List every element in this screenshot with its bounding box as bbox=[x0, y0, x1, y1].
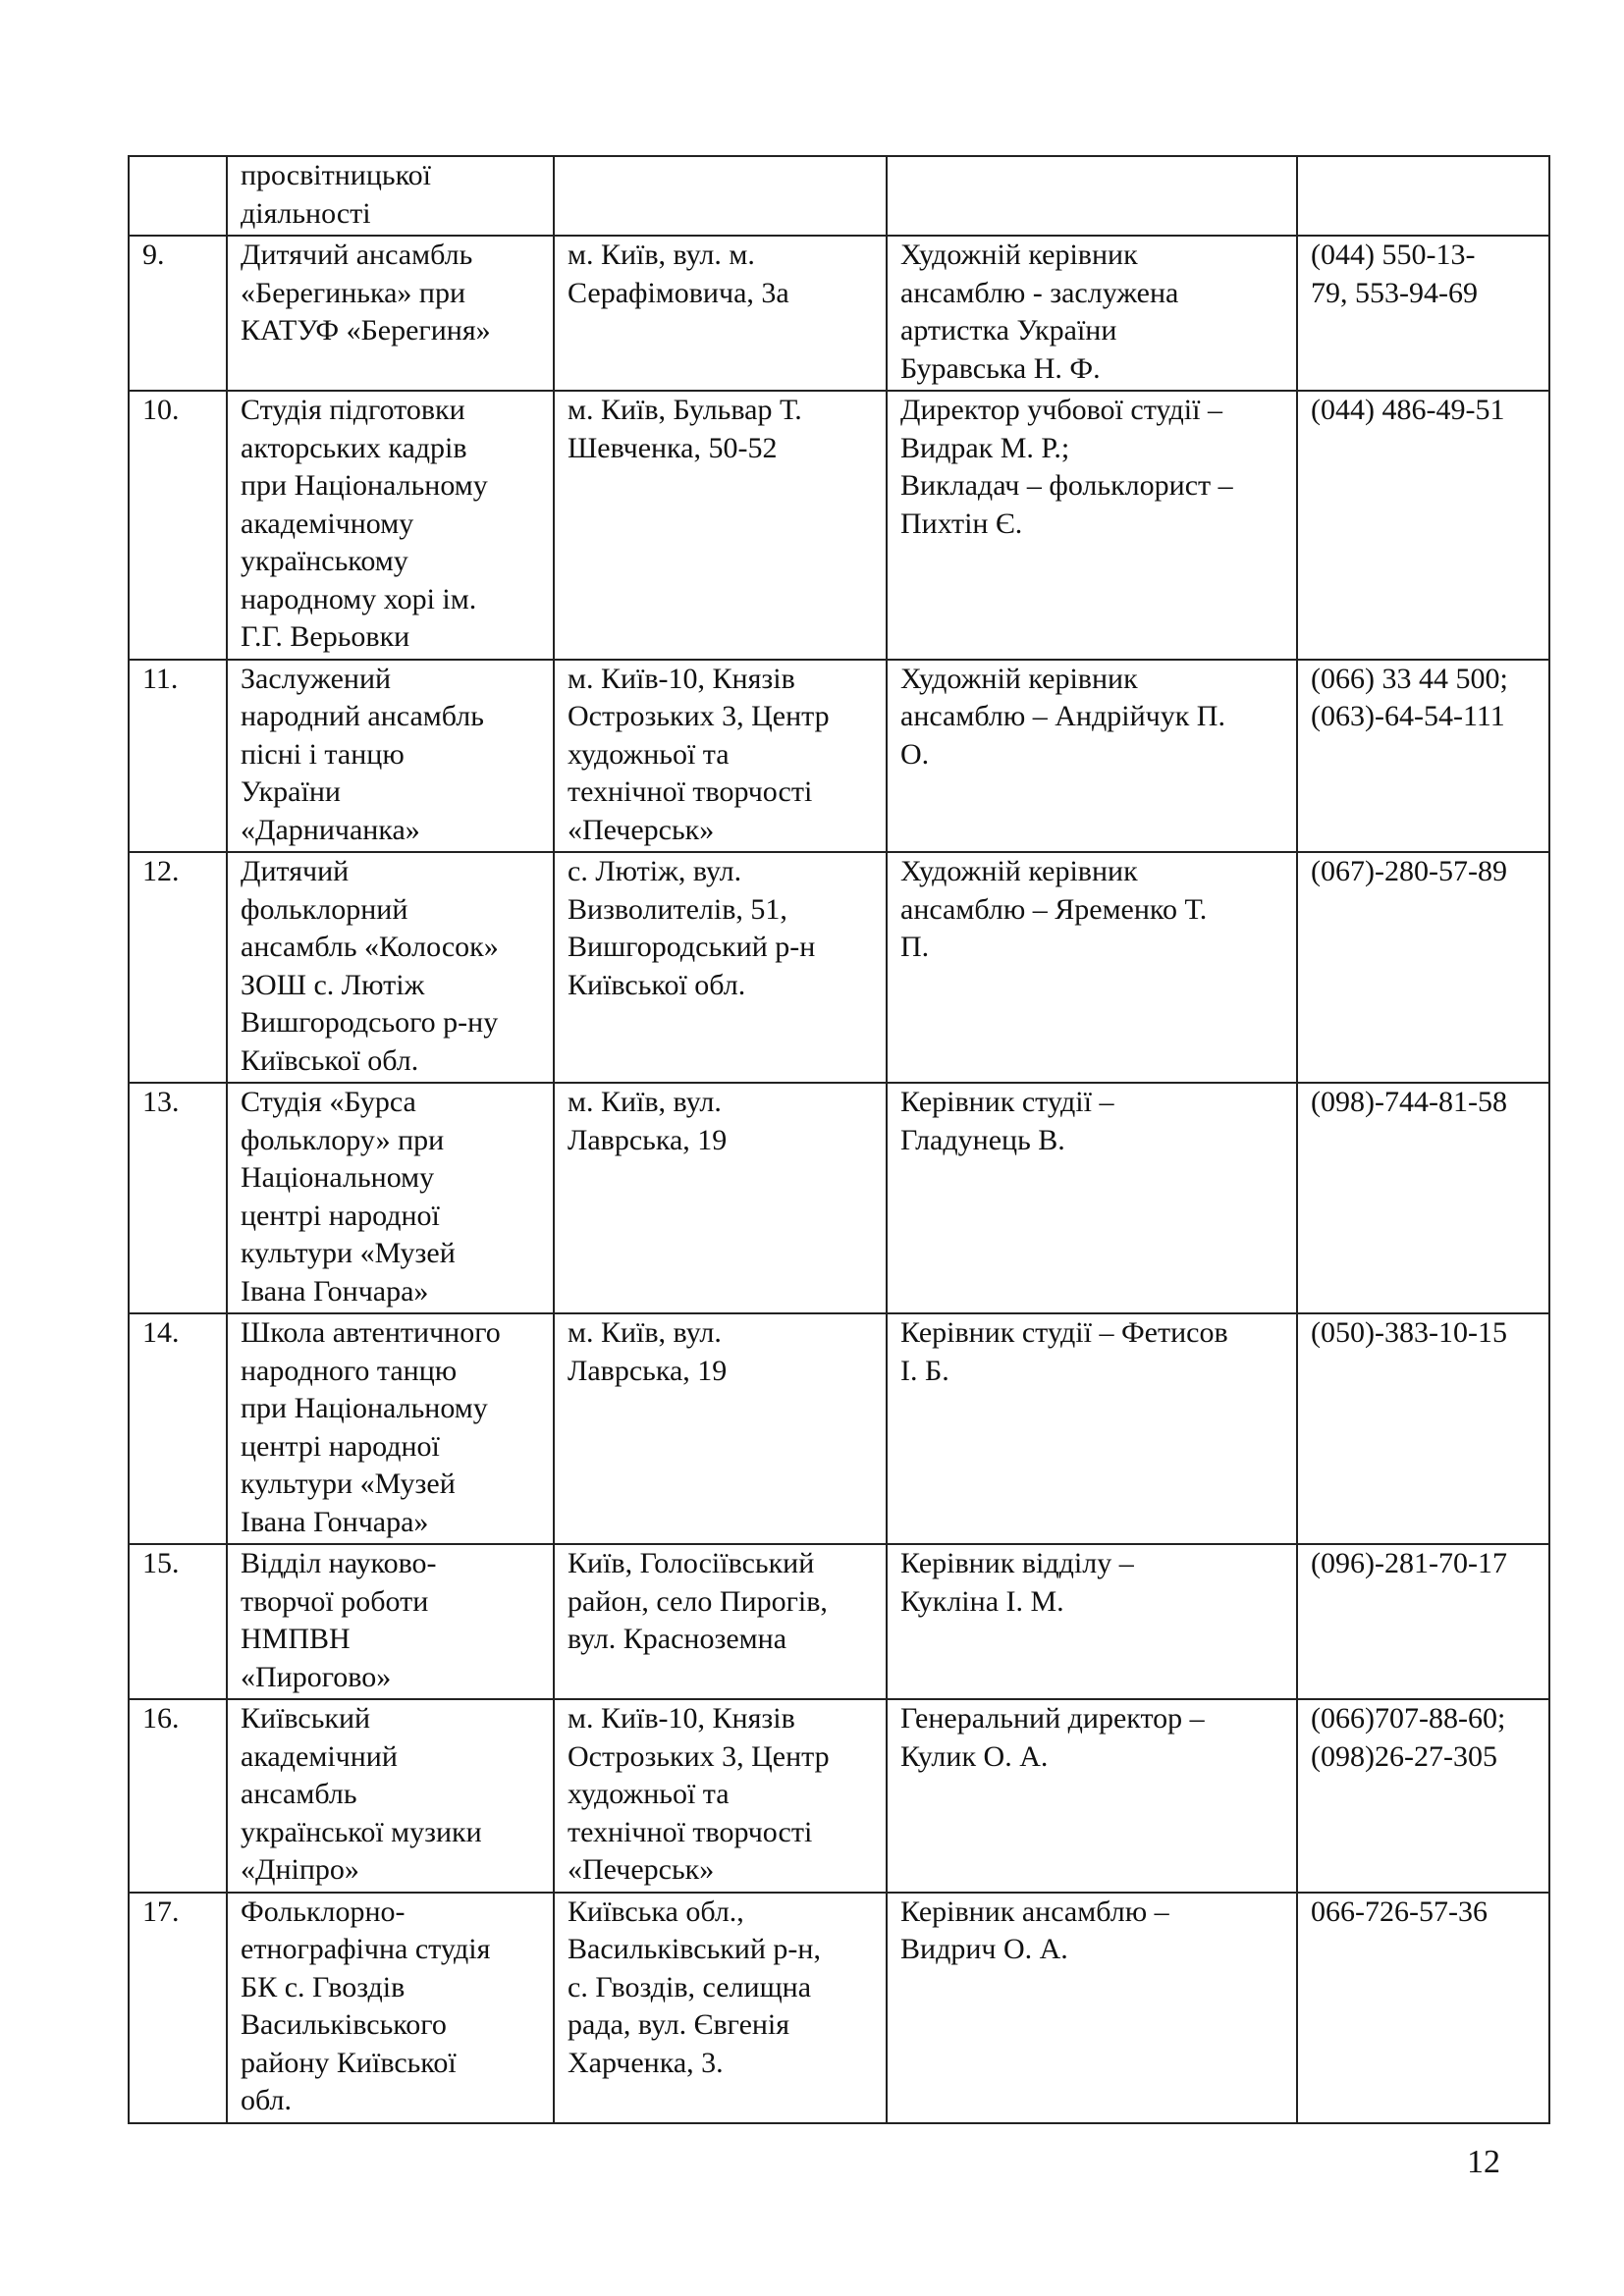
organizations-table bbox=[128, 155, 1550, 2124]
cell-contact: Художній керівник ансамблю - заслужена артистка України Буравська Н. Ф. bbox=[887, 236, 1297, 391]
cell-number bbox=[129, 156, 227, 236]
cell-name: Школа автентичного народного танцю при Національному центрі народної культури «Музей Івана Гончара» bbox=[227, 1313, 554, 1544]
cell-contact: Керівник ансамблю – Видрич О. А. bbox=[887, 1893, 1297, 2123]
cell-name: просвітницької діяльності bbox=[227, 156, 554, 236]
cell-number: 10. bbox=[129, 391, 227, 660]
cell-contact: Генеральний директор – Кулик О. А. bbox=[887, 1699, 1297, 1893]
cell-address: м. Київ, вул. Лаврська, 19 bbox=[554, 1313, 887, 1544]
table-row bbox=[129, 236, 1549, 391]
cell-name: Відділ науково- творчої роботи НМПВН «Пирогово» bbox=[227, 1544, 554, 1699]
cell-phone: (050)-383-10-15 bbox=[1297, 1313, 1549, 1544]
cell-address: м. Київ-10, Князів Острозьких 3, Центр художньої та технічної творчості «Печерськ» bbox=[554, 660, 887, 853]
cell-phone: (066) 33 44 500; (063)-64-54-111 bbox=[1297, 660, 1549, 853]
table-row bbox=[129, 1083, 1549, 1313]
table-row bbox=[129, 660, 1549, 853]
cell-phone: (044) 486-49-51 bbox=[1297, 391, 1549, 660]
cell-address: м. Київ-10, Князів Острозьких 3, Центр художньої та технічної творчості «Печерськ» bbox=[554, 1699, 887, 1893]
cell-name: Студія підготовки акторських кадрів при Національному академічному українському народному хорі ім. Г.Г. Верьовки bbox=[227, 391, 554, 660]
cell-name: Студія «Бурса фольклору» при Національному центрі народної культури «Музей Івана Гончара» bbox=[227, 1083, 554, 1313]
cell-address bbox=[554, 156, 887, 236]
cell-number: 16. bbox=[129, 1699, 227, 1893]
cell-number: 11. bbox=[129, 660, 227, 853]
cell-phone: (044) 550-13- 79, 553-94-69 bbox=[1297, 236, 1549, 391]
table-row bbox=[129, 1313, 1549, 1544]
table-row bbox=[129, 1544, 1549, 1699]
cell-name: Дитячий ансамбль «Берегинька» при КАТУФ «Берегиня» bbox=[227, 236, 554, 391]
cell-name: Фольклорно- етнографічна студія БК с. Гвоздів Васильківського району Київської обл. bbox=[227, 1893, 554, 2123]
cell-contact: Керівник студії – Гладунець В. bbox=[887, 1083, 1297, 1313]
cell-address: м. Київ, вул. м. Серафімовича, 3а bbox=[554, 236, 887, 391]
table-row bbox=[129, 1699, 1549, 1893]
cell-number: 13. bbox=[129, 1083, 227, 1313]
table-row bbox=[129, 1893, 1549, 2123]
cell-contact: Директор учбової студії – Видрак М. Р.; Викладач – фольклорист – Пихтін Є. bbox=[887, 391, 1297, 660]
cell-phone: (096)-281-70-17 bbox=[1297, 1544, 1549, 1699]
table-row bbox=[129, 852, 1549, 1083]
cell-address: Київська обл., Васильківський р-н, с. Гвоздів, селищна рада, вул. Євгенія Харченка, 3. bbox=[554, 1893, 887, 2123]
cell-contact bbox=[887, 156, 1297, 236]
cell-number: 15. bbox=[129, 1544, 227, 1699]
cell-address: м. Київ, Бульвар Т. Шевченка, 50-52 bbox=[554, 391, 887, 660]
cell-phone: (098)-744-81-58 bbox=[1297, 1083, 1549, 1313]
cell-address: с. Лютіж, вул. Визволителів, 51, Вишгородський р-н Київської обл. bbox=[554, 852, 887, 1083]
cell-name: Дитячий фольклорний ансамбль «Колосок» ЗОШ с. Лютіж Вишгородсього р-ну Київської обл. bbox=[227, 852, 554, 1083]
cell-contact: Керівник студії – Фетисов І. Б. bbox=[887, 1313, 1297, 1544]
cell-phone: 066-726-57-36 bbox=[1297, 1893, 1549, 2123]
cell-contact: Художній керівник ансамблю – Андрійчук П. О. bbox=[887, 660, 1297, 853]
page-number: 12 bbox=[1467, 2144, 1500, 2180]
cell-address: Київ, Голосіївський район, село Пирогів, вул. Красноземна bbox=[554, 1544, 887, 1699]
cell-phone bbox=[1297, 156, 1549, 236]
cell-phone: (066)707-88-60; (098)26-27-305 bbox=[1297, 1699, 1549, 1893]
cell-number: 12. bbox=[129, 852, 227, 1083]
cell-name: Київський академічний ансамбль української музики «Дніпро» bbox=[227, 1699, 554, 1893]
cell-number: 14. bbox=[129, 1313, 227, 1544]
cell-contact: Керівник відділу – Кукліна І. М. bbox=[887, 1544, 1297, 1699]
table-row bbox=[129, 391, 1549, 660]
cell-name: Заслужений народний ансамбль пісні і танцю України «Дарничанка» bbox=[227, 660, 554, 853]
cell-number: 17. bbox=[129, 1893, 227, 2123]
table-row bbox=[129, 156, 1549, 236]
cell-phone: (067)-280-57-89 bbox=[1297, 852, 1549, 1083]
cell-address: м. Київ, вул. Лаврська, 19 bbox=[554, 1083, 887, 1313]
cell-contact: Художній керівник ансамблю – Яременко Т. П. bbox=[887, 852, 1297, 1083]
cell-number: 9. bbox=[129, 236, 227, 391]
